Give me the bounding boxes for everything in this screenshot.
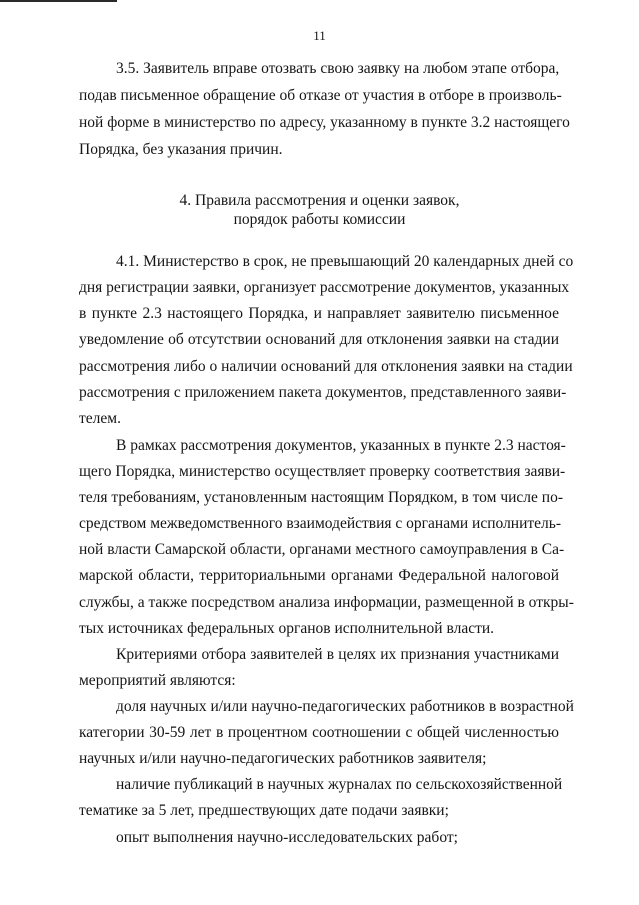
para-4-1-line-3: в пункте 2.3 настоящего Порядка, и направляет заявителю письменное <box>79 305 559 322</box>
para-3-5-line-3: ной форме в министерство по адресу, указанному в пункте 3.2 настоящего <box>79 114 570 131</box>
section-heading-line-2: порядок работы комиссии <box>233 211 406 228</box>
para-review-line-8: тых источниках федеральных органов исполнительной власти. <box>79 620 495 637</box>
para-review-line-2: щего Порядка, министерство осуществляет проверку соответствия заяви- <box>79 463 566 480</box>
scan-edge-mark <box>0 0 117 2</box>
para-criteria-line-2: мероприятий являются: <box>79 672 236 689</box>
para-review-line-1: В рамках рассмотрения документов, указанных в пункте 2.3 настоя- <box>116 437 566 454</box>
criterion-share-line-1: доля научных и/или научно-педагогических работников в возрастной <box>116 698 574 715</box>
para-4-1-line-5: рассмотрения либо о наличии оснований для отклонения заявки на стадии <box>79 358 573 375</box>
para-3-5-line-1: 3.5. Заявитель вправе отозвать свою заявку на любом этапе отбора, <box>116 60 560 77</box>
para-review-line-6: марской области, территориальными органами Федеральной налоговой <box>79 567 559 584</box>
criterion-share-line-2: категории 30-59 лет в процентном соотношении с общей численностью <box>79 724 559 741</box>
para-4-1-line-7: телем. <box>79 410 121 427</box>
section-heading-line-1: 4. Правила рассмотрения и оценки заявок, <box>179 192 460 209</box>
criterion-share-line-3: научных и/или научно-педагогических работников заявителя; <box>79 750 487 767</box>
page-number: 11 <box>313 28 326 43</box>
para-3-5-line-2: подав письменное обращение об отказе от участия в отборе в произволь- <box>79 87 562 104</box>
criterion-publications-line-2: тематике за 5 лет, предшествующих дате подачи заявки; <box>79 802 449 819</box>
para-criteria-line-1: Критериями отбора заявителей в целях их признания участниками <box>116 646 559 663</box>
criterion-publications-line-1: наличие публикаций в научных журналах по сельскохозяйственной <box>116 776 563 793</box>
para-review-line-4: средством межведомственного взаимодействия с органами исполнитель- <box>79 515 562 532</box>
para-4-1-line-2: дня регистрации заявки, организует рассмотрение документов, указанных <box>79 279 570 296</box>
para-review-line-5: ной власти Самарской области, органами местного самоуправления в Са- <box>79 541 565 558</box>
para-4-1-line-4: уведомление об отсутствии оснований для отклонения заявки на стадии <box>79 331 559 348</box>
para-3-5-line-4: Порядка, без указания причин. <box>79 141 283 158</box>
para-review-line-3: теля требованиям, установленным настоящим Порядком, в том числе по- <box>79 489 563 506</box>
para-4-1-line-6: рассмотрения с приложением пакета документов, представленного заяви- <box>79 384 567 401</box>
criterion-experience-line-1: опыт выполнения научно-исследовательских работ; <box>116 829 458 846</box>
para-review-line-7: службы, а также посредством анализа информации, размещенной в откры- <box>79 594 574 611</box>
para-4-1-line-1: 4.1. Министерство в срок, не превышающий 20 календарных дней со <box>116 253 574 270</box>
